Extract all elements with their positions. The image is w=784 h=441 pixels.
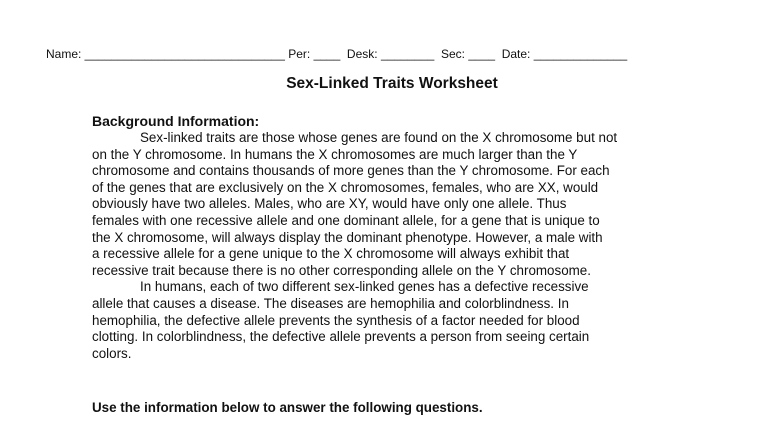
paragraph-line: recessive trait because there is no other corresponding allele on the Y chromosome.	[92, 262, 591, 278]
paragraph-line: on the Y chromosome. In humans the X chromosomes are much larger than the Y	[92, 146, 578, 162]
paragraph-line: chromosome and contains thousands of more genes than the Y chromosome. For each	[92, 163, 610, 179]
paragraph-line: of the genes that are exclusively on the X chromosomes, females, who are XX, would	[92, 179, 599, 195]
paragraph-line: allele that causes a disease. The diseases are hemophilia and colorblindness. In	[92, 295, 569, 311]
paragraph-line: obviously have two alleles. Males, who are XY, would have only one allele. Thus	[92, 196, 567, 212]
paragraph-diseases	[92, 279, 692, 362]
paragraph-line: colors.	[92, 345, 132, 361]
paragraph-line: the X chromosome, will always display the dominant phenotype. However, a male with	[92, 229, 603, 245]
worksheet-title: Sex-Linked Traits Worksheet	[286, 75, 498, 92]
paragraph-line: a recessive allele for a gene unique to the X chromosome will always exhibit that	[92, 246, 570, 262]
paragraph-line: clotting. In colorblindness, the defective allele prevents a person from seeing certain	[92, 329, 590, 345]
paragraph-line: In humans, each of two different sex-linked genes has a defective recessive	[140, 279, 589, 295]
background-section	[92, 113, 692, 362]
background-heading: Background Information:	[92, 113, 260, 129]
paragraph-line: Sex-linked traits are those whose genes are found on the X chromosome but not	[140, 130, 618, 145]
paragraph-sex-linked-traits	[92, 130, 692, 279]
instruction-text: Use the information below to answer the following questions.	[92, 400, 483, 415]
paragraph-line: females with one recessive allele and one dominant allele, for a gene that is unique to	[92, 212, 600, 228]
student-info-header: Name: ______________________________ Per: ____ Desk: ________ Sec: ____ Date: ______________	[46, 47, 628, 61]
paragraph-line: hemophilia, the defective allele prevents the synthesis of a factor needed for blood	[92, 312, 580, 328]
